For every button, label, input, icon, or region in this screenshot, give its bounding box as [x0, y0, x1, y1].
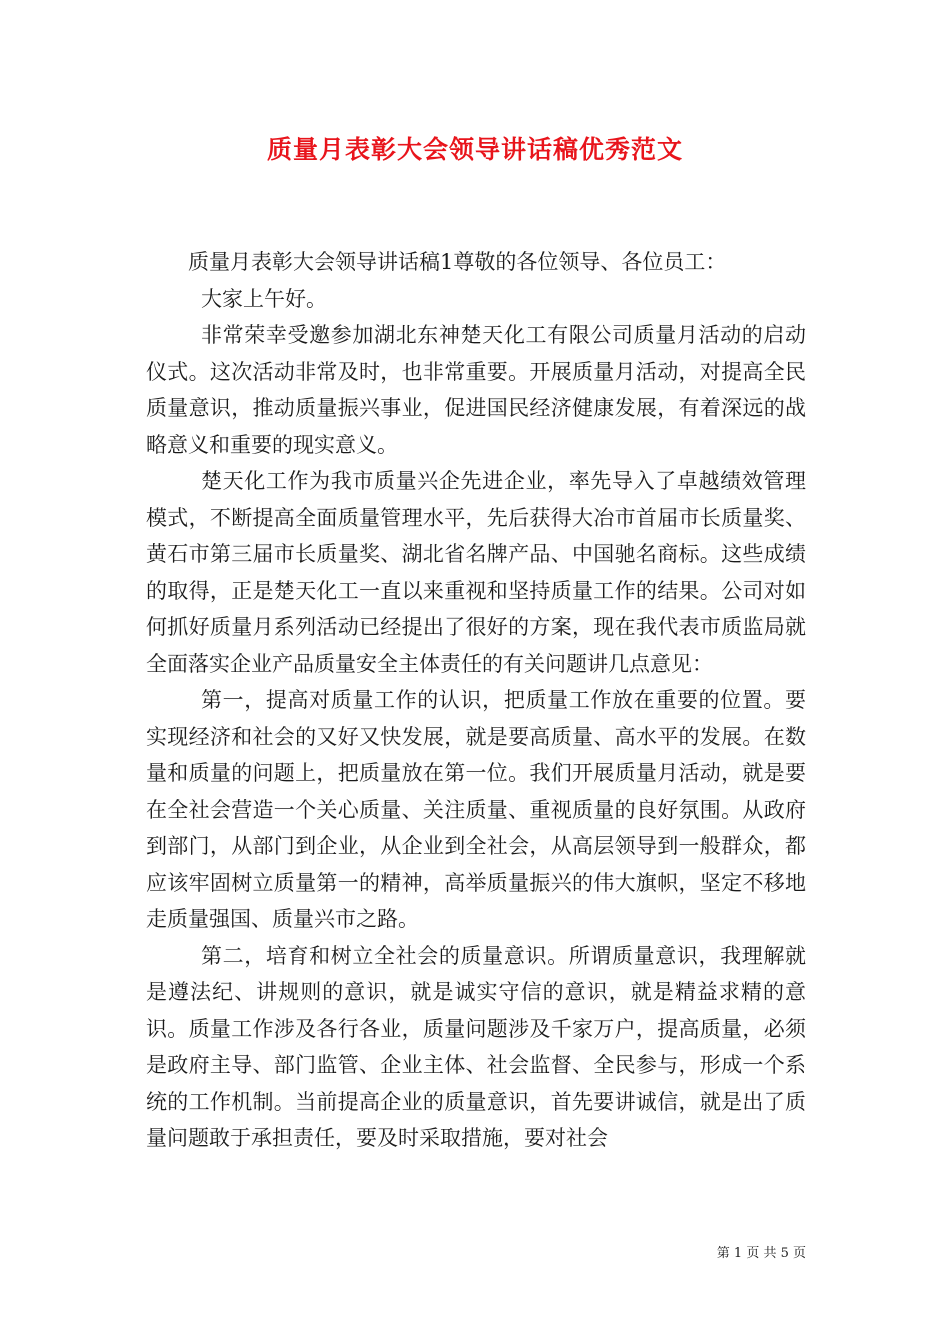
- paragraph-point-one: 第一，提高对质量工作的认识，把质量工作放在重要的位置。要实现经济和社会的又好又快发展，就是要高质量、高水平的发展。在数量和质量的问题上，把质量放在第一位。我们开展质量月活动，就是要在全社会营造一个关心质量、关注质量、重视质量的良好氛围。从政府到部门，从部门到企业，从企业到全社会，从高层领导到一般群众，都应该牢固树立质量第一的精神，高举质量振兴的伟大旗帜，坚定不移地走质量强国、质量兴市之路。: [146, 688, 806, 931]
- paragraph-point-two: 第二，培育和树立全社会的质量意识。所谓质量意识，我理解就是遵法纪、讲规则的意识，就是诚实守信的意识，就是精益求精的意识。质量工作涉及各行各业，质量问题涉及千家万户，提高质量，必须是政府主导、部门监管、企业主体、社会监督、全民参与，形成一个系统的工作机制。当前提高企业的质量意识，首先要讲诚信，就是出了质量问题敢于承担责任，要及时采取措施，要对社会: [146, 943, 806, 1150]
- paragraph-greeting: 大家上午好。: [201, 286, 327, 311]
- page-number-footer: 第 1 页 共 5 页: [716, 1246, 806, 1261]
- document-body: [146, 244, 806, 1157]
- paragraph-company-achievements: 楚天化工作为我市质量兴企先进企业，率先导入了卓越绩效管理模式，不断提高全面质量管理水平，先后获得大冶市首届市长质量奖、黄石市第三届市长质量奖、湖北省名牌产品、中国驰名商标。这些成绩的取得，正是楚天化工一直以来重视和坚持质量工作的结果。公司对如何抓好质量月系列活动已经提出了很好的方案，现在我代表市质监局就全面落实企业产品质量安全主体责任的有关问题讲几点意见：: [146, 469, 806, 676]
- document-title: 质量月表彰大会领导讲话稿优秀范文: [266, 135, 683, 164]
- paragraph-salutation: 质量月表彰大会领导讲话稿1尊敬的各位领导、各位员工：: [188, 250, 727, 274]
- paragraph-opening: 非常荣幸受邀参加湖北东神楚天化工有限公司质量月活动的启动仪式。这次活动非常及时，也非常重要。开展质量月活动，对提高全民质量意识，推动质量振兴事业，促进国民经济健康发展，有着深远的战略意义和重要的现实意义。: [146, 323, 806, 457]
